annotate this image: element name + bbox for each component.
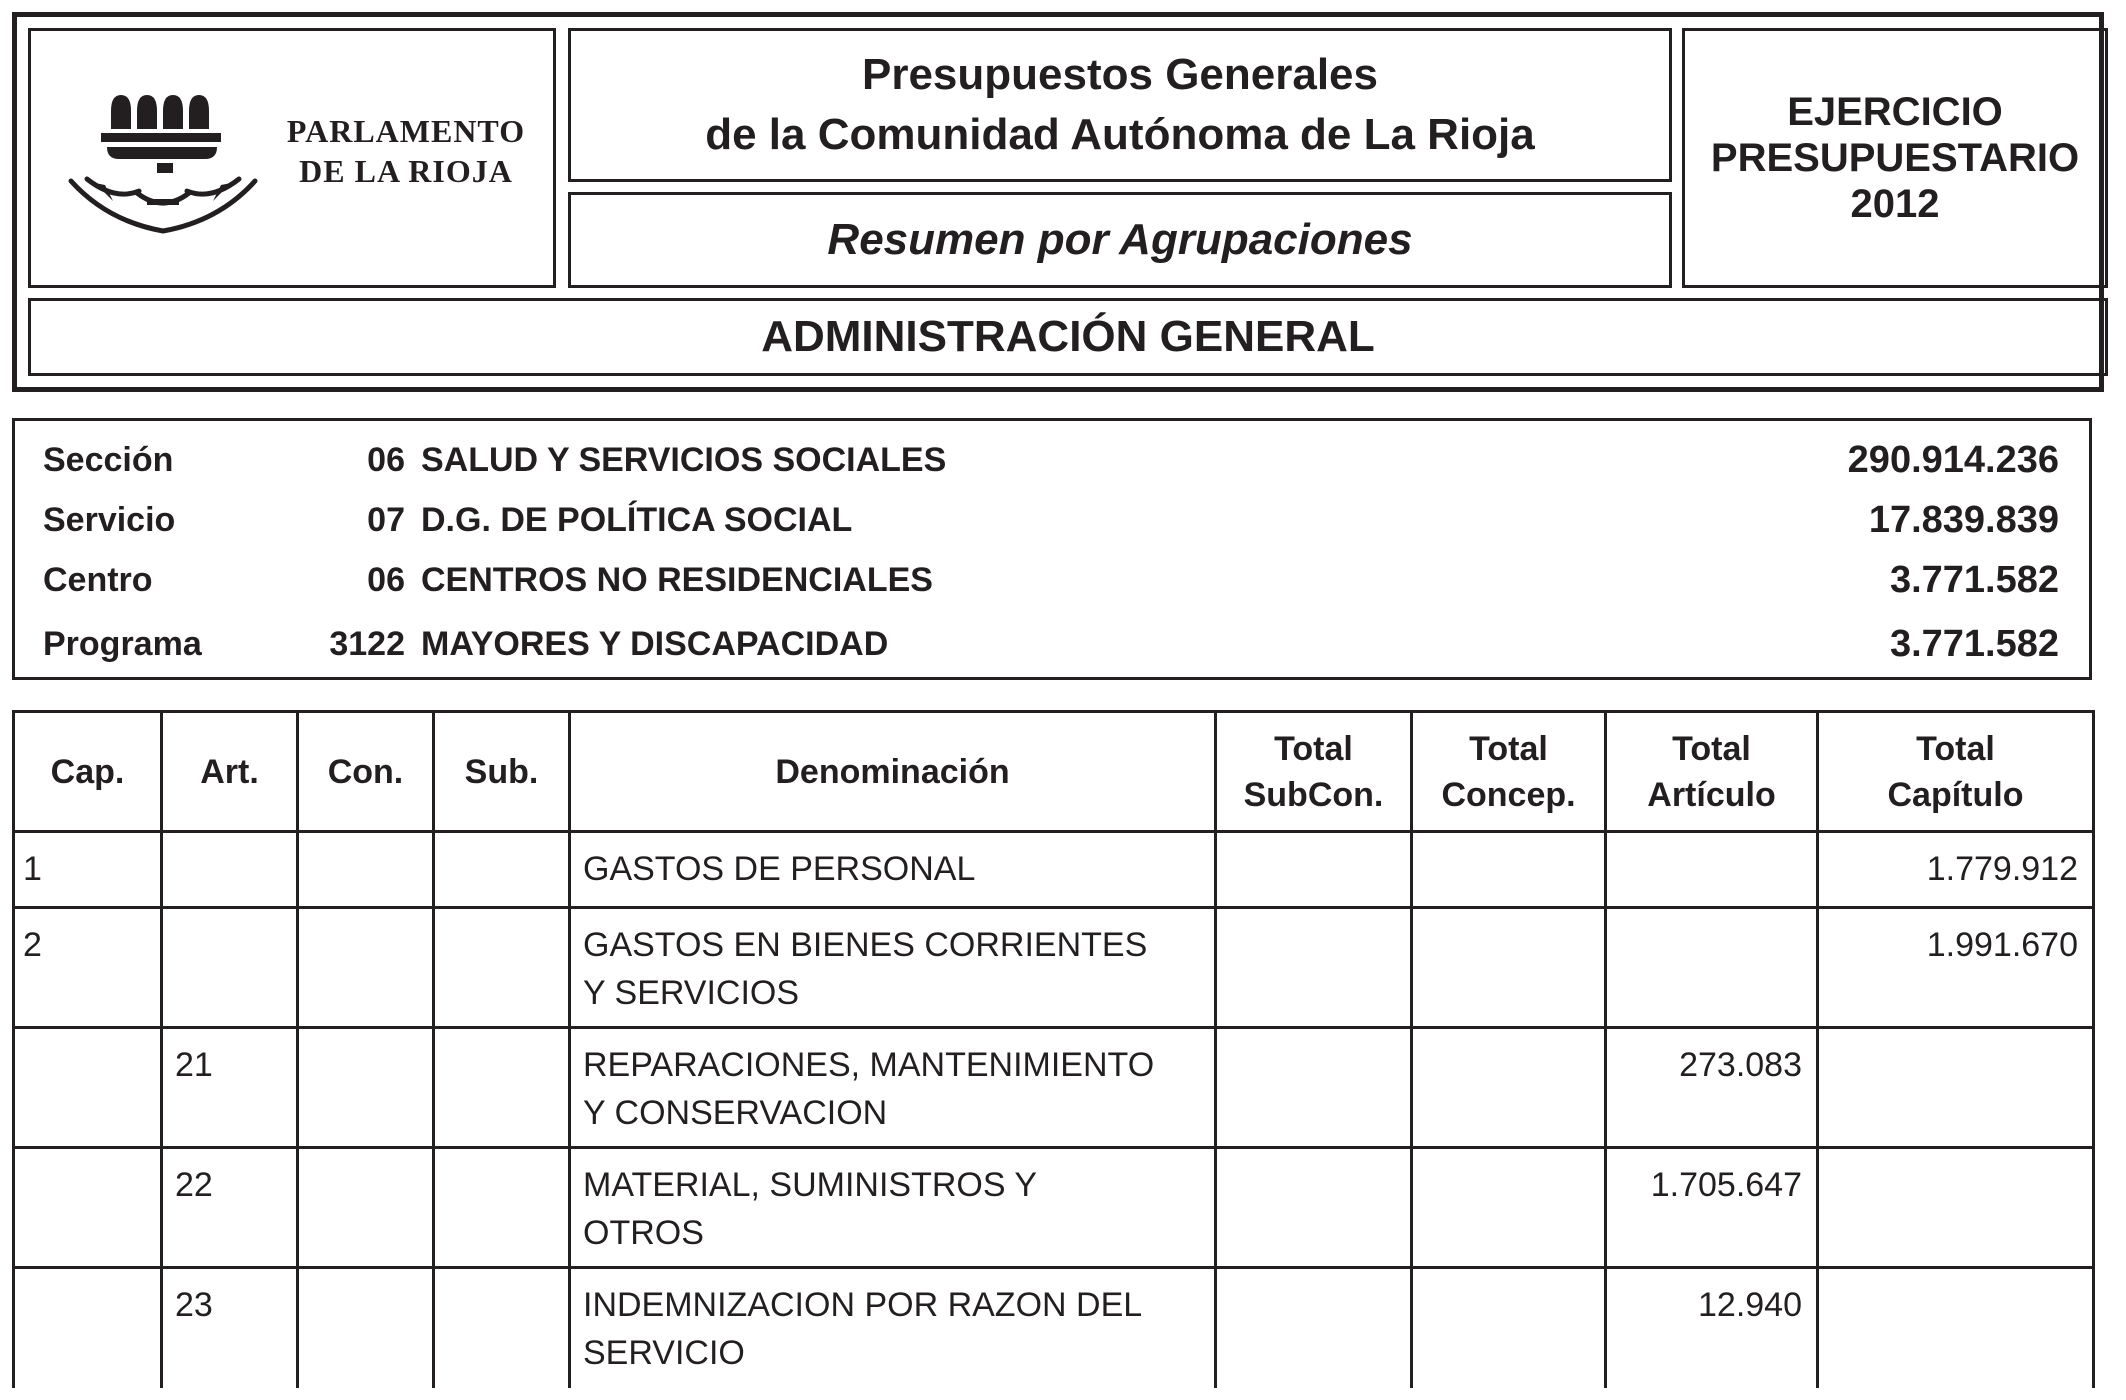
row-code: 06	[367, 561, 405, 599]
row-label: Centro	[43, 561, 153, 599]
title-line-2: de la Comunidad Autónoma de La Rioja	[705, 110, 1535, 159]
cell-con	[298, 1268, 434, 1388]
row-label: Programa	[43, 625, 202, 663]
col-header-total-articulo: Total Artículo	[1606, 712, 1818, 832]
cell-total-concep	[1412, 908, 1606, 1028]
table-row	[14, 1148, 2094, 1268]
row-label: Servicio	[43, 501, 176, 539]
cell-sub	[434, 908, 570, 1028]
cell-cap	[14, 1028, 162, 1148]
table-row	[14, 1028, 2094, 1148]
row-description: MAYORES Y DISCAPACIDAD	[421, 625, 889, 663]
document-subtitle	[568, 192, 1672, 288]
servicio-row	[15, 495, 2089, 545]
cell-con	[298, 908, 434, 1028]
fiscal-year: 2012	[1850, 182, 1940, 226]
row-amount: 3.771.582	[1889, 623, 2059, 665]
programa-row	[15, 619, 2089, 669]
cell-art: 21	[162, 1028, 298, 1148]
cell-total-capitulo: 1.779.912	[1818, 832, 2094, 908]
table-row	[14, 908, 2094, 1028]
col-header-denominacion: Denominación	[570, 712, 1216, 832]
cell-denominacion: GASTOS DE PERSONAL	[570, 832, 1216, 908]
subtitle-text: Resumen por Agrupaciones	[827, 215, 1413, 264]
centro-row	[15, 555, 2089, 605]
fiscal-year-box	[1682, 28, 2108, 288]
row-description: SALUD Y SERVICIOS SOCIALES	[421, 441, 947, 479]
cell-art: 22	[162, 1148, 298, 1268]
col-header-cap: Cap.	[14, 712, 162, 832]
ejercicio-label: EJERCICIO	[1787, 90, 2003, 134]
cell-sub	[434, 832, 570, 908]
administration-band	[28, 298, 2108, 376]
table-row	[14, 1268, 2094, 1388]
col-header-total-capitulo: Total Capítulo	[1818, 712, 2094, 832]
cell-total-capitulo	[1818, 1148, 2094, 1268]
cell-total-articulo: 1.705.647	[1606, 1148, 1818, 1268]
seccion-row	[15, 435, 2089, 485]
col-header-total-concep: Total Concep.	[1412, 712, 1606, 832]
cell-total-articulo	[1606, 832, 1818, 908]
row-amount: 17.839.839	[1868, 499, 2059, 541]
cell-total-subcon	[1216, 1268, 1412, 1388]
row-code: 06	[367, 441, 405, 479]
row-label: Sección	[43, 441, 174, 479]
cell-total-subcon	[1216, 908, 1412, 1028]
cell-con	[298, 1028, 434, 1148]
cell-sub	[434, 1148, 570, 1268]
cell-total-subcon	[1216, 1028, 1412, 1148]
cell-denominacion: GASTOS EN BIENES CORRIENTES Y SERVICIOS	[570, 908, 1216, 1028]
cell-cap: 2	[14, 908, 162, 1028]
cell-total-articulo	[1606, 908, 1818, 1028]
title-line-1: Presupuestos Generales	[861, 50, 1378, 99]
logo-box	[28, 28, 556, 288]
parlamento-logotype	[266, 111, 546, 191]
col-header-art: Art.	[162, 712, 298, 832]
cell-art	[162, 908, 298, 1028]
budget-summary-table	[12, 710, 2095, 1388]
logo-line-1: PARLAMENTO	[286, 113, 526, 149]
logo-line-2: DE LA RIOJA	[299, 153, 513, 189]
cell-total-articulo: 273.083	[1606, 1028, 1818, 1148]
cell-denominacion: MATERIAL, SUMINISTROS Y OTROS	[570, 1148, 1216, 1268]
cell-con	[298, 832, 434, 908]
cell-cap: 1	[14, 832, 162, 908]
cell-total-capitulo	[1818, 1028, 2094, 1148]
row-description: CENTROS NO RESIDENCIALES	[421, 561, 933, 599]
row-code: 07	[367, 501, 405, 539]
administration-label: ADMINISTRACIÓN GENERAL	[761, 312, 1375, 361]
row-amount: 290.914.236	[1847, 439, 2059, 481]
cell-total-concep	[1412, 1028, 1606, 1148]
cell-cap	[14, 1268, 162, 1388]
cell-total-articulo: 12.940	[1606, 1268, 1818, 1388]
cell-art	[162, 832, 298, 908]
budget-classification-box	[12, 418, 2092, 680]
document-title	[568, 28, 1672, 182]
row-code: 3122	[329, 625, 405, 663]
col-header-sub: Sub.	[434, 712, 570, 832]
cell-denominacion: INDEMNIZACION POR RAZON DEL SERVICIO	[570, 1268, 1216, 1388]
parliament-emblem-icon	[67, 81, 267, 241]
cell-total-concep	[1412, 1268, 1606, 1388]
cell-con	[298, 1148, 434, 1268]
cell-art: 23	[162, 1268, 298, 1388]
cell-total-subcon	[1216, 1148, 1412, 1268]
cell-denominacion: REPARACIONES, MANTENIMIENTO Y CONSERVACION	[570, 1028, 1216, 1148]
col-header-con: Con.	[298, 712, 434, 832]
cell-total-capitulo: 1.991.670	[1818, 908, 2094, 1028]
cell-sub	[434, 1268, 570, 1388]
table-row	[14, 832, 2094, 908]
cell-sub	[434, 1028, 570, 1148]
cell-total-concep	[1412, 1148, 1606, 1268]
cell-total-capitulo	[1818, 1268, 2094, 1388]
row-amount: 3.771.582	[1889, 559, 2059, 601]
cell-total-subcon	[1216, 832, 1412, 908]
presupuestario-label: PRESUPUESTARIO	[1710, 136, 2080, 180]
row-description: D.G. DE POLÍTICA SOCIAL	[421, 501, 853, 539]
table-header-row	[14, 712, 2094, 832]
cell-total-concep	[1412, 832, 1606, 908]
cell-cap	[14, 1148, 162, 1268]
col-header-total-subcon: Total SubCon.	[1216, 712, 1412, 832]
